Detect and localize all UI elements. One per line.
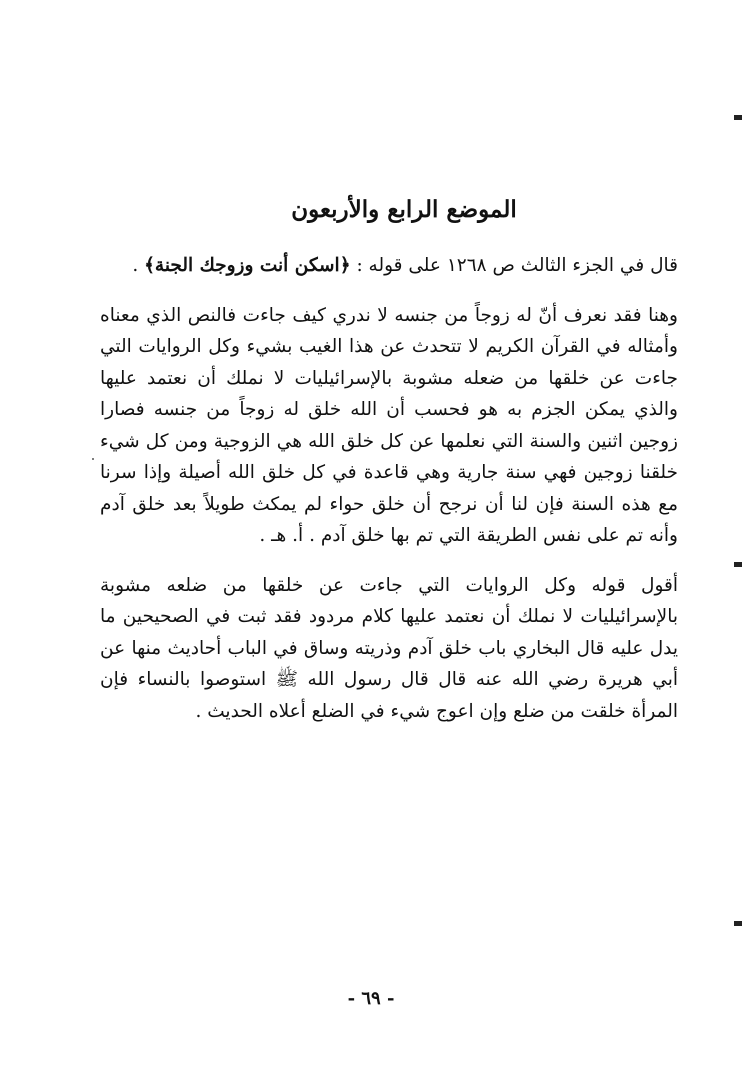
rebuttal-paragraph: أقول قوله وكل الروايات التي جاءت عن خلقها من ضلعه مشوبة بالإسرائيليات لا نملك أن نعتمد عليها كلام مردود فقد ثبت في الصحيحين ما يدل عليه قال البخاري باب خلق آدم وذريته وساق في الباب أحاديث منها عن أبي هريرة رضي الله عنه قال قال رسول الله ﷺ استوصوا بالنساء فإن المرأة خلقت من ضلع وإن اعوج شيء في الضلع أعلاه الحديث . (100, 574, 678, 722)
page-content (100, 190, 708, 727)
quote-intro-text: قال في الجزء الثالث ص ١٢٦٨ على قوله : (356, 255, 678, 276)
page-number: - ٦٩ - (347, 988, 395, 1009)
scan-speck (92, 458, 94, 460)
quote-end-punctuation: . (132, 255, 145, 276)
section-title: الموضع الرابع والأربعون (291, 196, 517, 223)
commentary-paragraph: وهنا فقد نعرف أنّ له زوجاً من جنسه لا ندري كيف جاءت فالنص الذي معناه وأمثاله في القرآن الكريم لا تتحدث عن هذا الغيب بشيء وكل الروايات التي جاءت عن خلقها من ضعله مشوبة بالإسرائيليات لا نملك أن نعتمد عليها والذي يمكن الجزم به هو فحسب أن الله خلق له زوجاً من جنسه فصارا زوجين اثنين والسنة التي نعلمها عن كل خلق الله هي الزوجية ومن كل شيء خلقنا زوجين فهي سنة جارية وهي قاعدة في كل خلق الله أصيلة وإذا سرنا مع هذه السنة فإن لنا أن نرجح أن خلق حواء لم يمكث طويلاً بعد خلق آدم وأنه تم على نفس الطريقة التي تم بها خلق آدم . أ. هـ . (100, 304, 678, 546)
quranic-quote: ﴿اسكن أنت وزوجك الجنة﴾ (144, 255, 351, 276)
scan-edge-mark (734, 562, 742, 567)
scan-edge-mark (734, 921, 742, 926)
quoted-statement-paragraph (100, 250, 708, 282)
scan-edge-mark (734, 115, 742, 120)
